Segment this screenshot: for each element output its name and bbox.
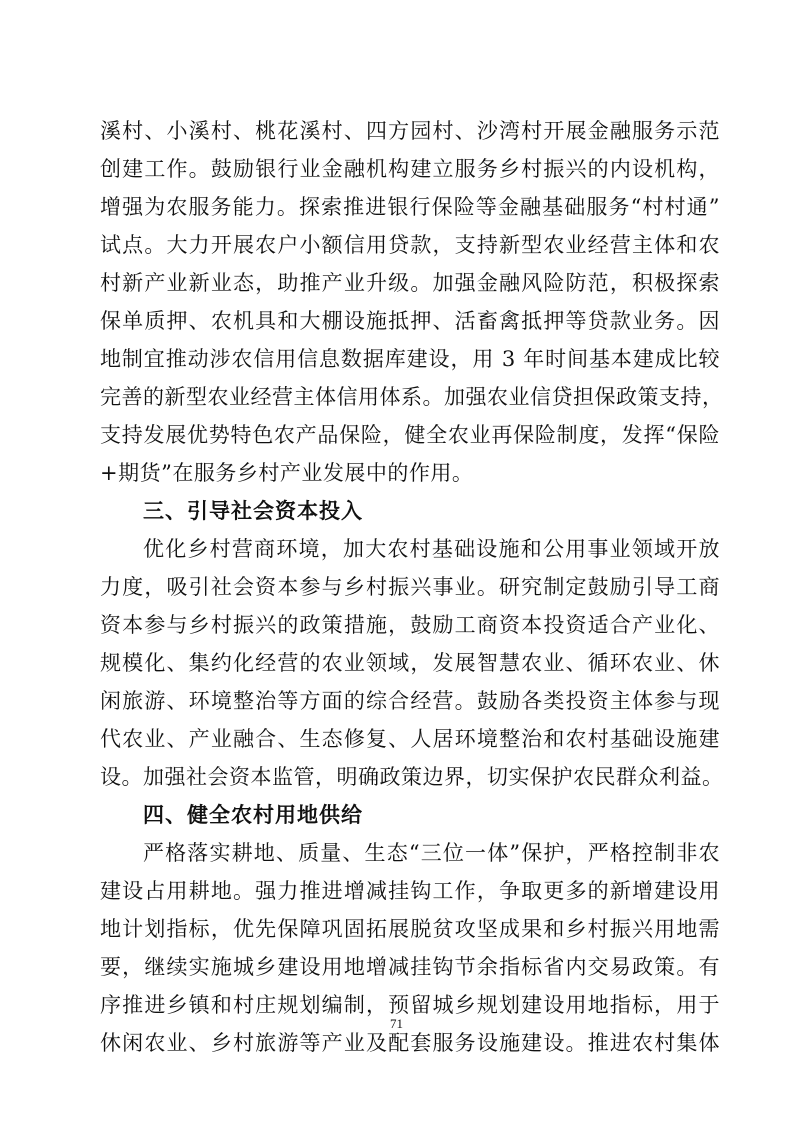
text-line: 代农业、产业融合、生态修复、人居环境整治和农村基础设施建 <box>100 727 720 751</box>
text-line: 试点。大力开展农户小额信用贷款，支持新型农业经营主体和农 <box>100 233 720 257</box>
page-number: 71 <box>390 1016 403 1031</box>
text-line: 要，继续实施城乡建设用地增减挂钩节余指标省内交易政策。有 <box>100 955 720 979</box>
text-line: 溪村、小溪村、桃花溪村、四方园村、沙湾村开展金融服务示范 <box>100 119 720 143</box>
text-line: 严格落实耕地、质量、生态“三位一体”保护，严格控制非农 <box>143 841 720 865</box>
text-line: 力度，吸引社会资本参与乡村振兴事业。研究制定鼓励引导工商 <box>100 575 720 599</box>
text-line: 优化乡村营商环境，加大农村基础设施和公用事业领域开放 <box>143 537 720 561</box>
text-line: +期货”在服务乡村产业发展中的作用。 <box>100 461 474 485</box>
text-line: 闲旅游、环境整治等方面的综合经营。鼓励各类投资主体参与现 <box>100 689 720 713</box>
text-line: 设。加强社会资本监管，明确政策边界，切实保护农民群众利益。 <box>100 765 724 789</box>
text-line: 序推进乡镇和村庄规划编制，预留城乡规划建设用地指标，用于 <box>100 993 720 1017</box>
text-line: 完善的新型农业经营主体信用体系。加强农业信贷担保政策支持， <box>100 385 724 409</box>
text-line: 规模化、集约化经营的农业领域，发展智慧农业、循环农业、休 <box>100 651 720 675</box>
text-line: 保单质押、农机具和大棚设施抵押、活畜禽抵押等贷款业务。因 <box>100 309 720 333</box>
text-line: 创建工作。鼓励银行业金融机构建立服务乡村振兴的内设机构， <box>100 157 720 181</box>
text-line: 地计划指标，优先保障巩固拓展脱贫攻坚成果和乡村振兴用地需 <box>100 917 720 941</box>
text-line: 休闲农业、乡村旅游等产业及配套服务设施建设。推进农村集体 <box>100 1031 720 1055</box>
text-line: 地制宜推动涉农信用信息数据库建设，用 3 年时间基本建成比较 <box>100 347 720 371</box>
section-heading: 四、健全农村用地供给 <box>143 803 363 827</box>
section-heading: 三、引导社会资本投入 <box>143 499 363 523</box>
text-line: 支持发展优势特色农产品保险，健全农业再保险制度，发挥“保险 <box>100 423 720 447</box>
text-line: 村新产业新业态，助推产业升级。加强金融风险防范，积极探索 <box>100 271 720 295</box>
text-line: 增强为农服务能力。探索推进银行保险等金融基础服务“村村通” <box>100 195 720 219</box>
text-line: 建设占用耕地。强力推进增减挂钩工作，争取更多的新增建设用 <box>100 879 720 903</box>
text-line: 资本参与乡村振兴的政策措施，鼓励工商资本投资适合产业化、 <box>100 613 720 637</box>
